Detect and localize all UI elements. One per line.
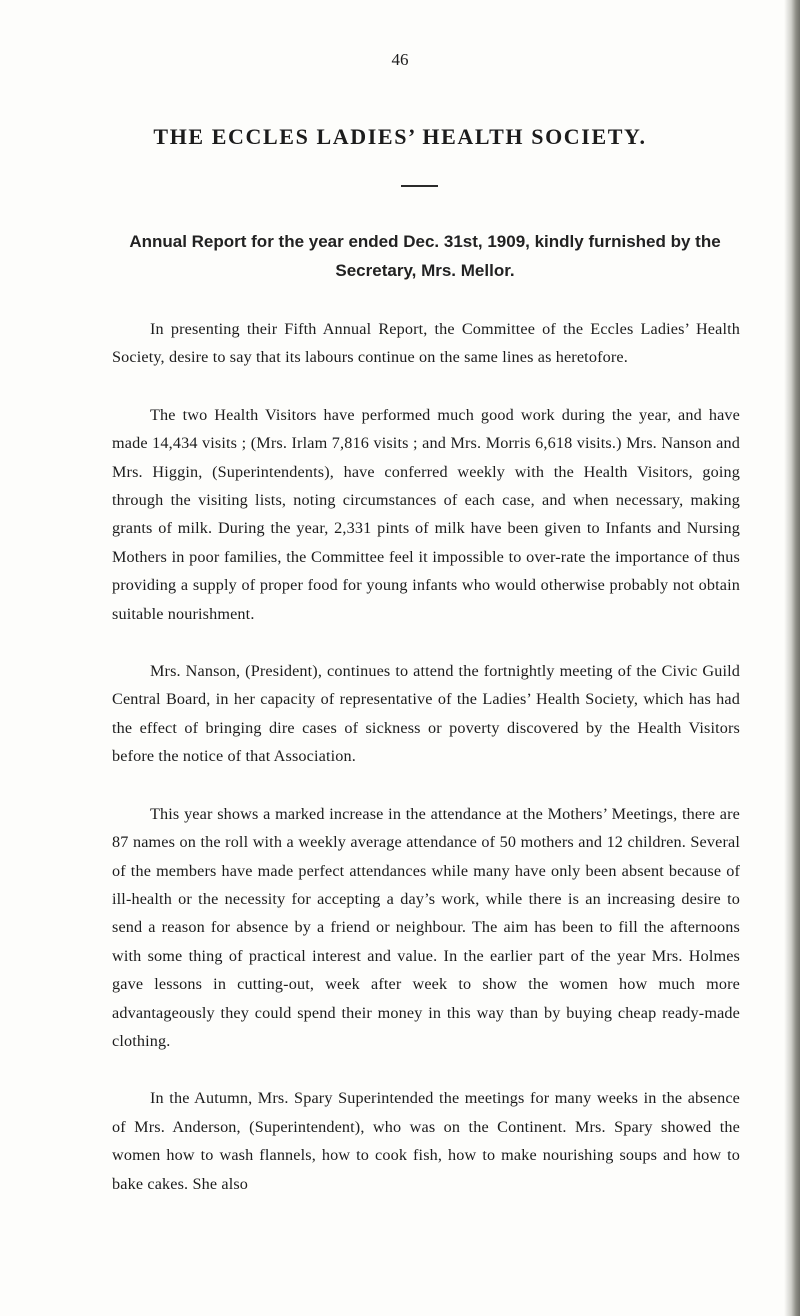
paragraph-3: Mrs. Nanson, (President), continues to attend the fortnightly meeting of the Civic Guild Central Board, in her capacity of representative of the Ladies’ Health Society, which has had the effect of bringing dire cases of sickness or poverty discovered by the Health Visitors before the notice of that Association. — [112, 662, 740, 766]
paragraph-5: In the Autumn, Mrs. Spary Superintended the meetings for many weeks in the absence of Mrs. Anderson, (Superintendent), who was on the Continent. Mrs. Spary showed the women how to wash flannels, how to cook fish, how to make nourishing soups and how to bake cakes. She also — [112, 1089, 740, 1193]
page-title: THE ECCLES LADIES’ HEALTH SOCIETY. — [153, 124, 647, 149]
page-number: 46 — [391, 50, 409, 69]
report-subtitle: Annual Report for the year ended Dec. 31st, 1909, kindly furnished by the Secretary, Mrs. Mellor. — [129, 232, 721, 280]
paragraph-2: The two Health Visitors have performed much good work during the year, and have made 14,434 visits ; (Mrs. Irlam 7,816 visits ; and Mrs. Morris 6,618 visits.) Mrs. Nanson and Mrs. Higgin, (Superintendents), have conferred weekly with the Health Visitors, going through the visiting lists, noting circumstances of each case, and when necessary, making grants of milk. During the year, 2,331 pints of milk have been given to Infants and Nursing Mothers in poor families, the Committee feel it impossible to over-rate the importance of thus providing a supply of proper food for young infants who would otherwise probably not obtain suitable nourishment. — [112, 405, 740, 623]
title-divider — [401, 185, 438, 187]
paragraph-1: In presenting their Fifth Annual Report, the Committee of the Eccles Ladies’ Health Society, desire to say that its labours continue on the same lines as heretofore. — [112, 320, 740, 367]
paragraph-4: This year shows a marked increase in the attendance at the Mothers’ Meetings, there are 87 names on the roll with a weekly average attendance of 50 mothers and 12 children. Several of the members have made perfect attendances while many have only been absent because of ill-health or the necessity for accepting a day’s work, while there is an increasing desire to send a reason for absence by a friend or neighbour. The aim has been to fill the afternoons with some thing of practical interest and value. In the earlier part of the year Mrs. Holmes gave lessons in cutting-out, week after week to show the women how much more advantageously they could spend their money in this way than by buying cheap ready-made clothing. — [112, 804, 740, 1050]
page-edge-shadow — [784, 0, 800, 1316]
report-body — [112, 315, 740, 1227]
